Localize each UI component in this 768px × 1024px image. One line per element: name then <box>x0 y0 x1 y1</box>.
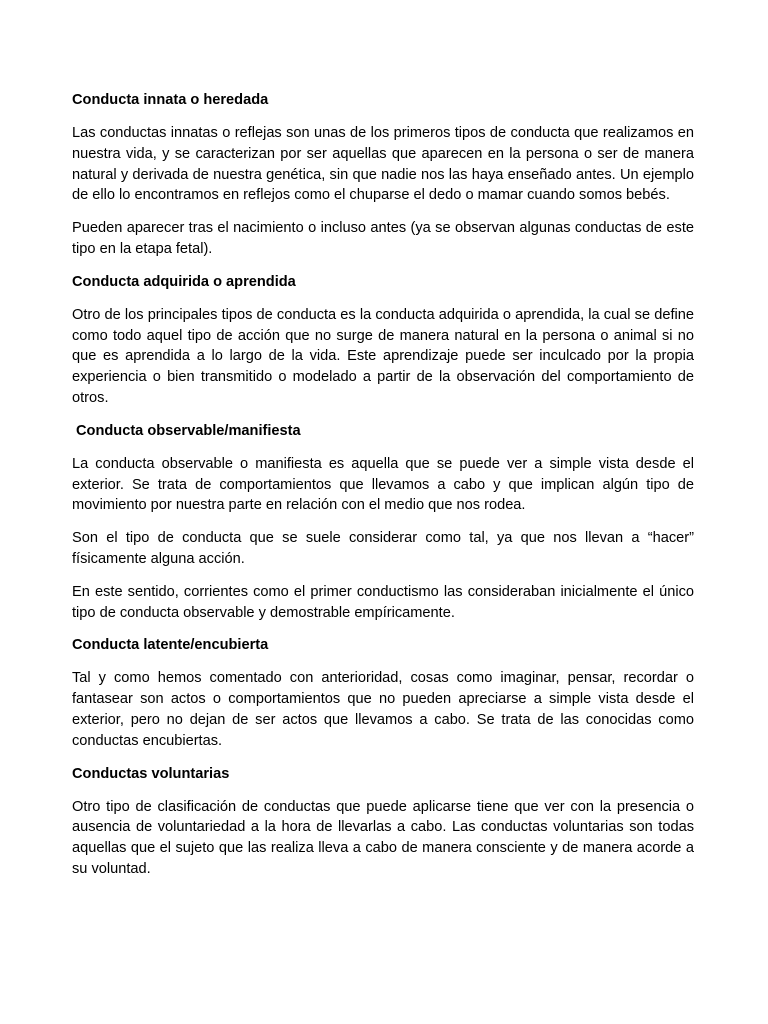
section-heading: Conducta innata o heredada <box>72 92 269 108</box>
section-conductas-voluntarias <box>72 764 694 880</box>
paragraph: Otro de los principales tipos de conducta es la conducta adquirida o aprendida, la cual se define como todo aquel tipo de acción que no surge de manera natural en la persona o animal si no que es aprendida a lo largo de la vida. Este aprendizaje puede ser inculcado por la propia experiencia o bien transmitido o modelado a partir de la observación del comportamiento de otros. <box>72 306 694 406</box>
section-conducta-observable <box>72 421 694 624</box>
section-conducta-innata <box>72 90 694 260</box>
paragraph: Pueden aparecer tras el nacimiento o incluso antes (ya se observan algunas conductas de este tipo en la etapa fetal). <box>72 220 694 257</box>
section-heading: Conducta observable/manifiesta <box>76 422 301 439</box>
section-conducta-latente <box>72 635 694 751</box>
paragraph: La conducta observable o manifiesta es aquella que se puede ver a simple vista desde el exterior. Se trata de comportamientos que llevamos a cabo y que implican algún tipo de movimiento por nuestra parte en relación con el medio que nos rodea. <box>72 455 694 514</box>
section-conducta-adquirida <box>72 272 694 409</box>
section-heading: Conducta adquirida o aprendida <box>72 273 296 290</box>
paragraph: Tal y como hemos comentado con anterioridad, cosas como imaginar, pensar, recordar o fantasear son actos o comportamientos que no pueden apreciarse a simple vista desde el exterior, pero no dejan de ser actos que llevamos a cabo. Se trata de las conocidas como conductas encubiertas. <box>72 670 694 749</box>
paragraph: Las conductas innatas o reflejas son unas de los primeros tipos de conducta que realizamos en nuestra vida, y se caracterizan por ser aquellas que aparecen en la persona o ser de manera natural y derivada de nuestra genética, sin que nadie nos las haya enseñado antes. Un ejemplo de ello lo encontramos en reflejos como el chuparse el dedo o mamar cuando somos bebés. <box>72 125 694 204</box>
paragraph: En este sentido, corrientes como el primer conductismo las consideraban inicialmente el único tipo de conducta observable y demostrable empíricamente. <box>72 583 694 621</box>
section-heading: Conducta latente/encubierta <box>72 637 269 654</box>
paragraph: Otro tipo de clasificación de conductas que puede aplicarse tiene que ver con la presencia o ausencia de voluntariedad a la hora de llevarlas a cabo. Las conductas voluntarias son todas aquellas que el sujeto que las realiza lleva a cabo de manera consciente y de manera acorde a su voluntad. <box>72 798 694 877</box>
section-heading: Conductas voluntarias <box>72 765 230 782</box>
paragraph: Son el tipo de conducta que se suele considerar como tal, ya que nos llevan a “hacer” físicamente alguna acción. <box>72 530 694 567</box>
document-page <box>72 90 694 892</box>
